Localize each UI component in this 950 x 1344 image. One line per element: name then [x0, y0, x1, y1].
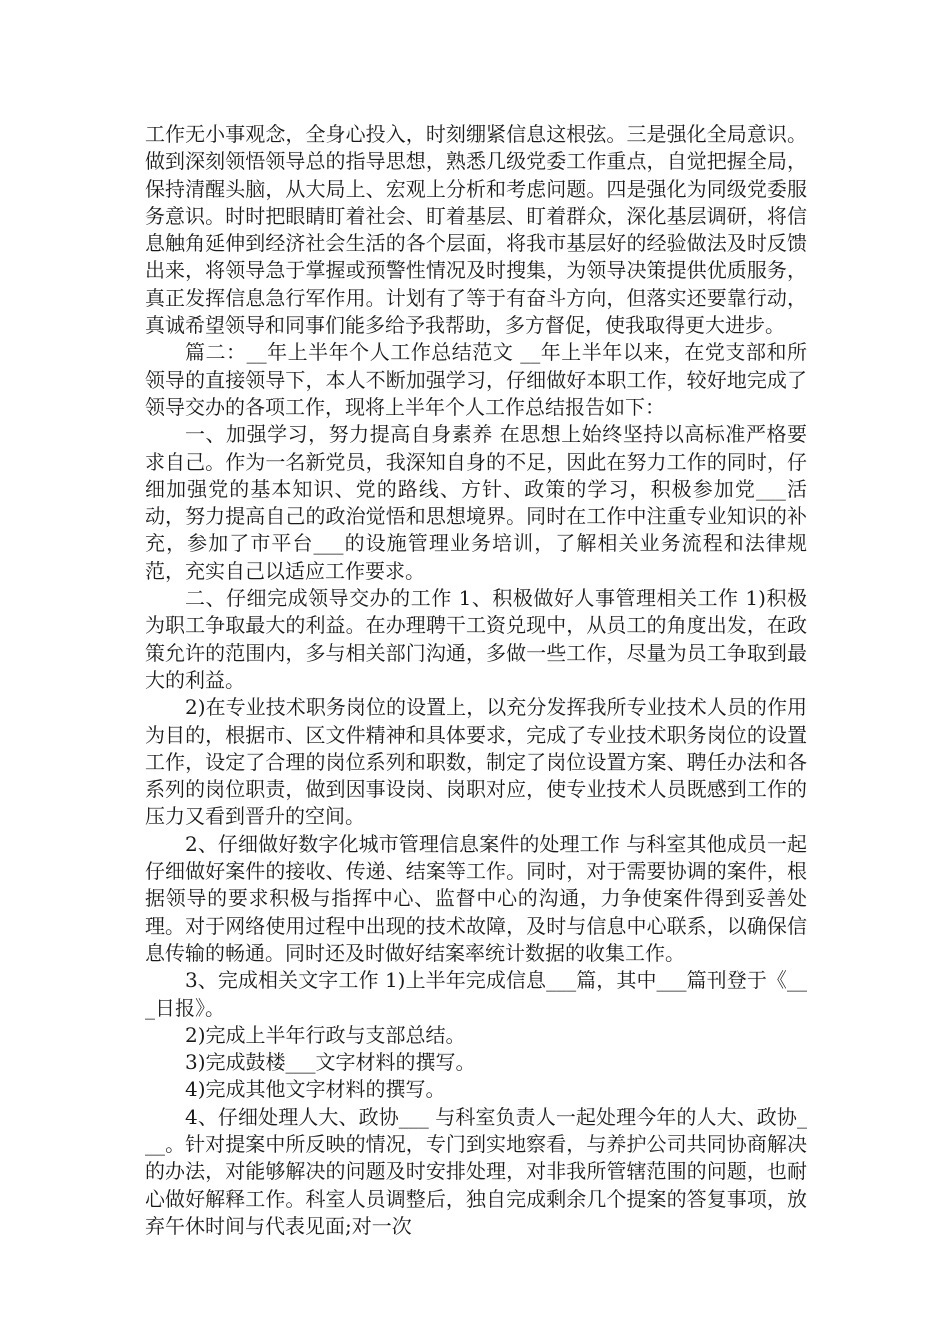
document-page: [145, 121, 807, 1240]
paragraph-4: 二、仔细完成领导交办的工作 1、积极做好人事管理相关工作 1)积极为职工争取最大的利益。在办理聘干工资兑现中，从员工的角度出发，在政策允许的范围内，多与相关部门沟通，多做一些工作，尽量为员工争取到最大的利益。: [145, 586, 807, 692]
paragraph-3: 一、加强学习，努力提高自身素养 在思想上始终坚持以高标准严格要求自己。作为一名新党员，我深知自身的不足，因此在努力工作的同时，仔细加强党的基本知识、党的路线、方针、政策的学习，积极参加党___活动，努力提高自己的政治觉悟和思想境界。同时在工作中注重专业知识的补充，参加了市平台___的设施管理业务培训，了解相关业务流程和法律规范，充实自己以适应工作要求。: [145, 422, 807, 583]
paragraph-2: 篇二：__年上半年个人工作总结范文 __年上半年以来，在党支部和所领导的直接领导下，本人不断加强学习，仔细做好本职工作，较好地完成了领导交办的各项工作，现将上半年个人工作总结报告如下：: [145, 340, 807, 419]
paragraph-8: 2)完成上半年行政与支部总结。: [185, 1022, 466, 1047]
paragraph-9: 3)完成鼓楼___文字材料的撰写。: [185, 1050, 476, 1075]
paragraph-10: 4)完成其他文字材料的撰写。: [185, 1077, 446, 1102]
paragraph-7: 3、完成相关文字工作 1)上半年完成信息___篇，其中___篇刊登于《___日报》。: [145, 968, 807, 1020]
paragraph-5: 2)在专业技术职务岗位的设置上，以充分发挥我所专业技术人员的作用为目的，根据市、区文件精神和具体要求，完成了专业技术职务岗位的设置工作，设定了合理的岗位系列和职数，制定了岗位设置方案、聘任办法和各系列的岗位职责，做到因事设岗、岗职对应，使专业技术人员既感到工作的压力又看到晋升的空间。: [145, 695, 807, 829]
paragraph-6: 2、仔细做好数字化城市管理信息案件的处理工作 与科室其他成员一起仔细做好案件的接收、传递、结案等工作。同时，对于需要协调的案件，根据领导的要求积极与指挥中心、监督中心的沟通，力争使案件得到妥善处理。对于网络使用过程中出现的技术故障，及时与信息中心联系，以确保信息传输的畅通。同时还及时做好结案率统计数据的收集工作。: [145, 831, 807, 965]
paragraph-1: 工作无小事观念，全身心投入，时刻绷紧信息这根弦。三是强化全局意识。做到深刻领悟领导总的指导思想，熟悉几级党委工作重点，自觉把握全局，保持清醒头脑，从大局上、宏观上分析和考虑问题。四是强化为同级党委服务意识。时时把眼睛盯着社会、盯着基层、盯着群众，深化基层调研，将信息触角延伸到经济社会生活的各个层面，将我市基层好的经验做法及时反馈出来，将领导急于掌握或预警性情况及时搜集，为领导决策提供优质服务，真正发挥信息急行军作用。计划有了等于有奋斗方向，但落实还要靠行动，真诚希望领导和同事们能多给予我帮助，多方督促，使我取得更大进步。: [145, 122, 807, 338]
paragraph-11: 4、仔细处理人大、政协___ 与科室负责人一起处理今年的人大、政协___。针对提案中所反映的情况，专门到实地察看，与养护公司共同协商解决的办法，对能够解决的问题及时安排处理，对非我所管辖范围的问题，也耐心做好解释工作。科室人员调整后，独自完成剩余几个提案的答复事项，放弃午休时间与代表见面;对一次: [145, 1104, 807, 1238]
